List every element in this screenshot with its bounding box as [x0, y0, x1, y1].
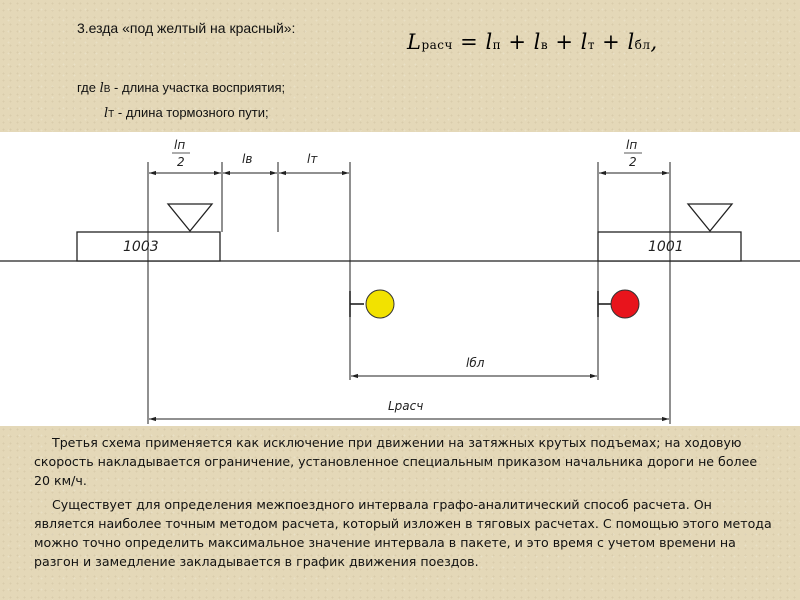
formula-term-lbl: l [627, 30, 635, 54]
definition-lt: lТ - длина тормозного пути; [104, 105, 269, 121]
signal-yellow [350, 290, 394, 318]
body-text [34, 433, 774, 576]
slide-heading: 3.езда «под желтый на красный»: [77, 20, 296, 36]
extension-lines [148, 162, 670, 424]
paragraph-2: Существует для определения межпоездного интервала графо-аналитический способ расчета. Он является наиболее точным методом расчета, который изложен в тяговых расчетах. С помощью этого метода можно точно определить максимальное значение интервала в пакете, и это время с учетом времени на разгон и замедление закладывается в график движения поездов. [34, 497, 772, 569]
formula-plus-2: + [555, 30, 574, 54]
formula-term-lv-sub: в [540, 38, 549, 52]
train-1001-label: 1001 [648, 239, 684, 255]
formula-term-lt-sub: т [587, 38, 595, 52]
train-1001-head-icon [688, 204, 732, 231]
dimension-lines [149, 173, 669, 419]
signal-yellow-lamp [366, 290, 394, 318]
svg-text:lп: lп [174, 138, 186, 152]
formula-term-ln-sub: п [492, 38, 502, 52]
train-1003-label: 1003 [123, 239, 159, 255]
signal-red-lamp [611, 290, 639, 318]
formula-tail: , [650, 30, 658, 54]
dim-label-lrasch: Lрасч [388, 399, 424, 413]
dim-label-lt: lт [307, 152, 318, 166]
formula-eq: = [460, 30, 479, 54]
formula-plus-3: + [602, 30, 621, 54]
dim-label-lv: lв [242, 152, 253, 166]
dim-label-lbl: lбл [466, 356, 485, 370]
dim-label-half-ln-left [172, 138, 190, 169]
train-1003-head-icon [168, 204, 212, 231]
formula-term-lbl-sub: бл [634, 38, 651, 52]
formula-plus-1: + [508, 30, 527, 54]
formula-lhs: L [407, 30, 422, 54]
svg-text:2: 2 [629, 155, 637, 169]
dim-label-half-ln-right [624, 138, 642, 169]
formula-term-ln: l [485, 30, 493, 54]
formula-term-lv: l [533, 30, 541, 54]
definition-lv: где lВ - длина участка восприятия; [77, 80, 286, 96]
formula-term-lt: l [580, 30, 588, 54]
svg-text:2: 2 [177, 155, 185, 169]
svg-text:lп: lп [626, 138, 638, 152]
paragraph-1: Третья схема применяется как исключение при движении на затяжных крутых подъемах; на ходовую скорость накладывается ограничение, установленное специальным приказом начальника дороги не более 20 км/ч. [34, 435, 758, 488]
signal-red [598, 290, 639, 318]
formula-lhs-sub: расч [421, 38, 453, 52]
